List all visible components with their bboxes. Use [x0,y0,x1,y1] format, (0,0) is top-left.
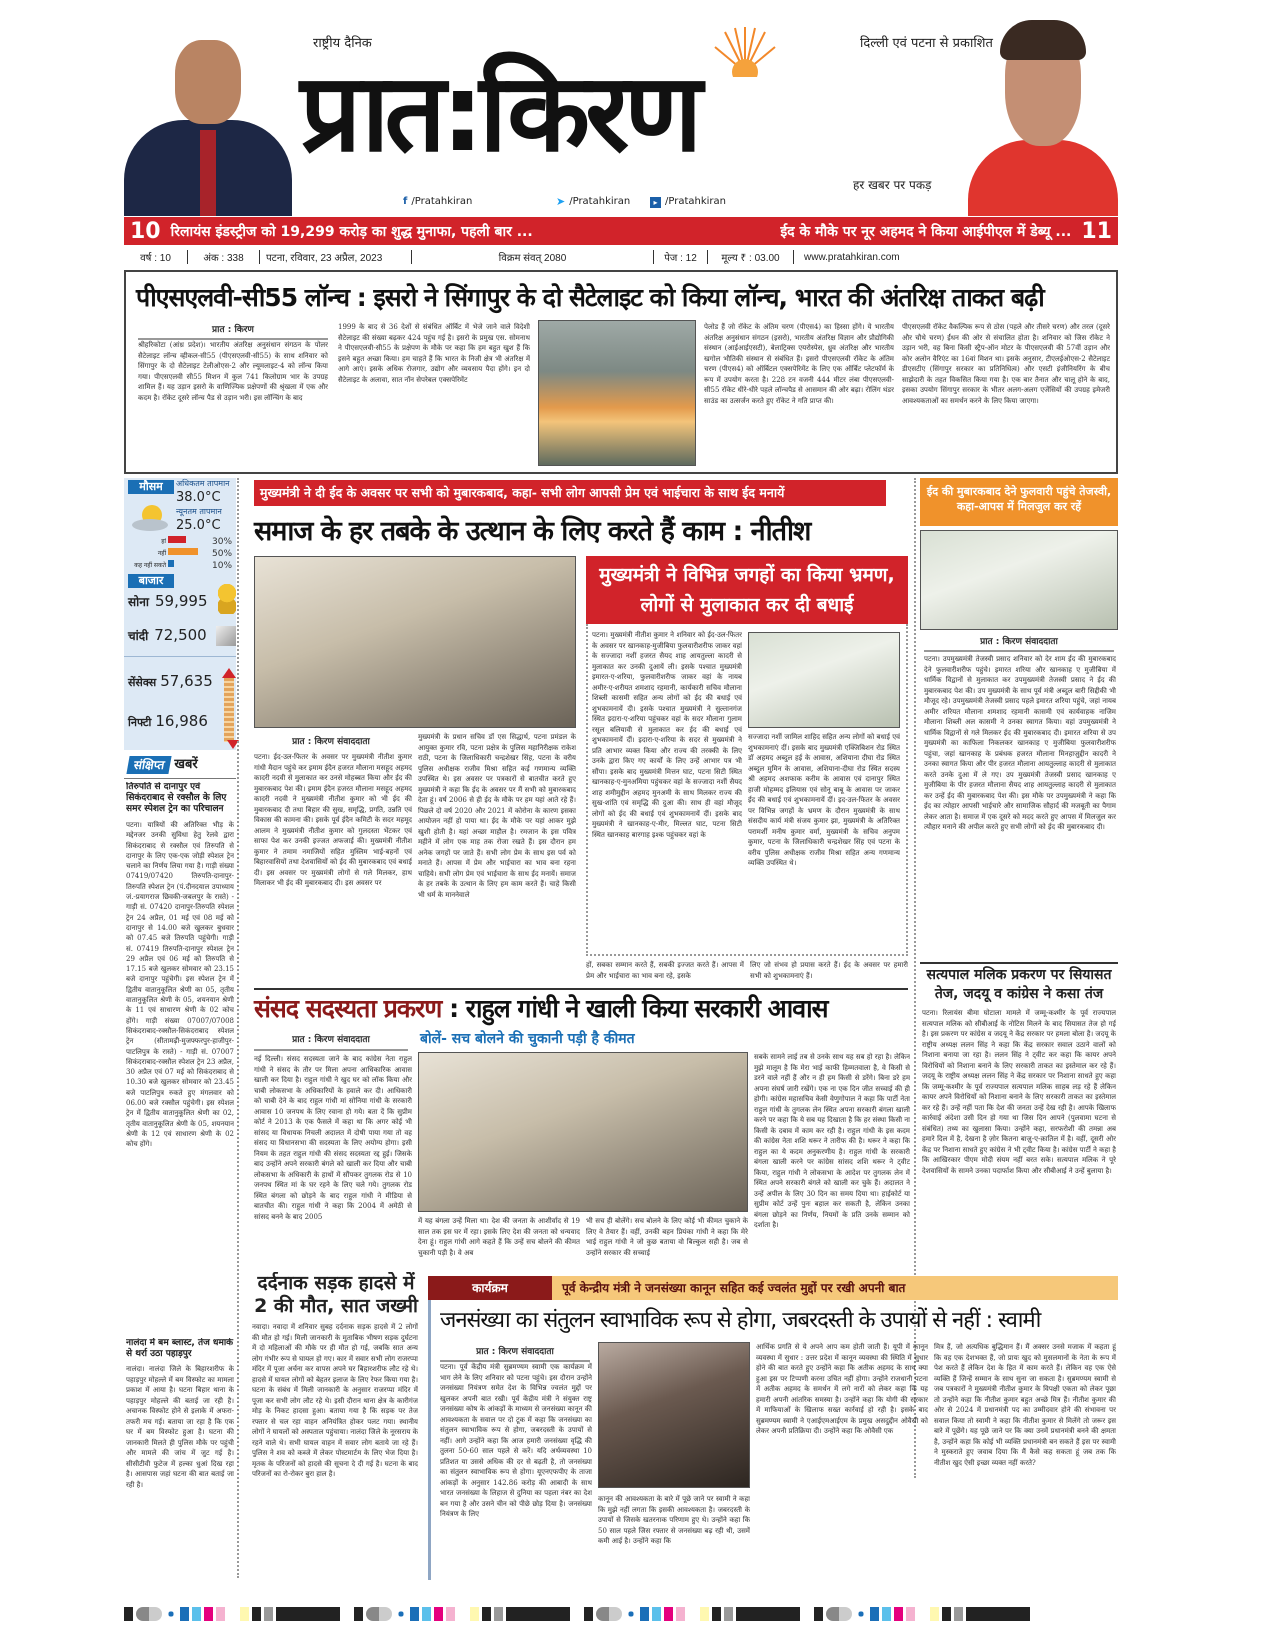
brief-divider [124,778,236,779]
registration-mark [192,1607,201,1621]
registration-mark [180,1607,189,1621]
tejashwi-byline: प्रात : किरण संवाददाता [924,634,1114,652]
brief-label-1: संक्षिप्त [126,756,172,774]
section-divider-1 [254,988,908,990]
ticker-right-page: 11 [1081,218,1112,244]
accident-headline: दर्दनाक सड़क हादसे में 2 की मौत, सात जख्मी [254,1272,418,1317]
eid-col3-tail: हों, सबका सम्मान करते हैं, सबकी इज्जत करते हैं। आपस में प्रेम और भाईचारा का भाव बना रहे, इसके [586,961,744,980]
eid-sub-col1: पटना। मुख्यमंत्री नीतीश कुमार ने शनिवार को ईद-उल-फितर के अवसर पर खानकाह-मुजीबिया फुलवारीशरीफ जाकर वहां के सज्जादा नशीं हजरत सैयद शाह आयतुल्ला कादरी से मुलाकात कर उनकी दुआयें ली। इसके पश्चात मुख्यमंत्री इमारत-ए-शरिया, फुलवारीशरीफ जाकर वहां के नायब अमीर-ए-शरीयत शमशाद रहमानी, कार्यकारी सचिव मौलाना शिब्ली कासमी सहित अन्य लोगों को ईद की बधाई एवं शुभकामनायें दी। इसके पश्चात मुख्यमंत्री ने सुल्तानगंज स्थित इदारा-ए-शरिया पहुंचकर वहां के सदर मौलाना गुलाम रसूल बलियावी से मुलाकात कर ईद की बधाई एवं शुभकामनायें दीं। इदारा-ए-शरिया के सदर से मुख्यमंत्री ने प्रति आभार व्यक्त किया और राज्य की तरक्की के लिए उनके द्वारा किए गए कार्यों के लिए उन्हें आभार पत्र भी सौंपा। इसके बाद मुख्यमंत्री मित्तन घाट, पटना सिटी स्थित खानकाह-ए-मुनअमिया पहुंचकर वहां के सज्जादा नशीं सैयद शाह शमीमुद्दीन अहमद मुनअमी के साथ मिलकर राज्य की सुख-शांति एवं समृद्धि की दुआ की। साथ ही वहां मौजूद लोगों को ईद की बधाई एवं शुभकामनायें दीं। इसके बाद मुख्यमंत्री ने खानकाह-ए-मीर, मिल्लत घाट, पटना सिटी स्थित खानकाह बारगाह इश्क पहुंचकर वहां के [592,631,742,839]
registration-mark [422,1607,431,1621]
isro-col1: श्रीहरिकोटा (आंध्र प्रदेश)। भारतीय अंतरिक्ष अनुसंधान संगठन के पोलर सैटेलाइट लॉन्च व्हीकल-सी55 (पीएसएलवी-सी55) के साथ शनिवार को सिंगापुर के दो सैटेलाइट टेलीओएस-2 और ल्यूमलाइट-4 को लॉन्च किया गया। पीएसएलवी सी55 मिशन में कुल 741 किलोग्राम भार के उपग्रह शामिल हैं। यह उड़ान इसरो के वाणिज्यिक प्रक्षेपणों की श्रृंखला में एक और कदम है। रॉकेट दूसरे लॉन्च पैड से उड़ान भरी। इस लॉन्चिंग के बाद [138,341,328,402]
rahul-byline: प्रात : किरण संवाददाता [254,1034,408,1051]
eid-headline: समाज के हर तबके के उत्थान के लिए करते हैं काम : नीतीश [254,516,811,547]
social-handle: /Pratahkiran [411,196,473,207]
rahul-subhead: बोलें- सच बोलने की चुकानी पड़ी है कीमत [420,1031,635,1047]
registration-mark [252,1607,261,1621]
poll-value: 30% [212,537,233,547]
registration-mark [894,1607,903,1621]
eid-sub-headline: मुख्यमंत्री ने विभिन्न जगहों का किया भ्रमण, लोगों से मुलाकात कर दी बधाई [586,556,908,624]
eid-main-photo [254,556,576,728]
poll-bar [168,560,174,567]
registration-mark [204,1607,213,1621]
brief1-body: पटना। यात्रियों की अतिरिक्त भीड़ के मद्देनजर उनकी सुविधा हेतु रेलवे द्वारा सिकंदराबाद से रक्सौल एवं तिरुपति से दानापुर के लिए एक-एक जोड़ी स्पेशल ट्रेन चलाने का निर्णय लिया गया है। गाड़ी संख्या 07419/07420 तिरुपति-दानापुर-तिरुपति स्पेशल ट्रेन (पं.दीनदयाल उपाध्याय जं.-प्रयागराज छिवकी-जबलपुर के रास्ते) - गाड़ी सं. 07420 दानापुर-तिरुपति स्पेशल ट्रेन 24 अप्रैल, 01 मई एवं 08 मई को दानापुर से 14.00 बजे खुलकर बुधवार को 07.45 बजे तिरुपति पहुंचेगी। गाड़ी सं. 07419 तिरुपति-दानापुर स्पेशल ट्रेन 29 अप्रैल एवं 06 मई को तिरुपति से 17.15 बजे खुलकर सोमवार को 23.15 बजे दानापुर पहुंचेगी। इस स्पेशल ट्रेन में द्वितीय वातानुकूलित श्रेणी का 05, तृतीय वातानुकूलित श्रेणी के 05, शयनयान श्रेणी के 11 एवं साधारण श्रेणी के 02 कोच होंगे। गाड़ी संख्या 07007/07008 सिकंदराबाद-रक्सौल-सिकंदराबाद स्पेशल ट्रेन (सीतामढ़ी-मुजफ्फरपुर-हाजीपुर-पाटलिपुत्र के रास्ते) - गाड़ी सं. 07007 सिकंदराबाद-रक्सौल स्पेशल ट्रेन 23 अप्रैल, 30 अप्रैल एवं 07 मई को सिकंदराबाद से 10.30 बजे खुलकर सोमवार को 23.45 बजे पाटलिपुत्र रुकते हुए मंगलवार को 06.00 बजे रक्सौल पहुंचेगी। इस स्पेशल ट्रेन में द्वितीय वातानुकूलित श्रेणी का 02, तृतीय वातानुकूलित श्रेणी के 05, शयनयान श्रेणी के 12 एवं साधारण श्रेणी के 02 कोच होंगे। [126,821,234,1149]
info-pages: पेज : 12 [654,250,708,264]
info-website[interactable]: www.pratahkiran.com [804,251,900,263]
arrow-up-icon [222,668,236,678]
masthead-tagline-right: दिल्ली एवं पटना से प्रकाशित [860,36,993,51]
rahul-headline-red: संसद सदस्यता प्रकरण [254,994,442,1023]
swamy-col4: मित्र हैं, जो अत्यधिक बुद्धिमान हैं। मैं अक्सर उनसे मजाक में कहता हूं कि वह एक देशभक्त हैं, जो प्रायः खुद को मुसलमानों के नेता के रूप में पेश करते हैं लेकिन देश के हित में काम करते हैं। लेकिन वह एक ऐसे व्यक्ति हैं जिन्हें सम्मान के साथ सुना जा सकता है। सुब्रमण्यम स्वामी से जब पत्रकारों ने मुख्यमंत्री नीतीश कुमार के विपक्षी एकता को लेकर पूछा तो उन्होंने कहा कि नीतीश कुमार बहुत अच्छे मित्र हैं। नीतीश कुमार की ओर से 2024 में प्रधानमंत्री पद का उम्मीदवार होने की संभावना पर सवाल किया तो स्वामी ने कहा कि नीतीश कुमार से मिलेंगे तो जरूर इस बारे में पूछेंगे। यह पूछे जाने पर कि क्या उनमें प्रधानमंत्री बनने की क्षमता है, उन्होंने कहा कि कोई भी व्यक्ति प्रधानमंत्री बन सकते हैं इस पर स्वामी ने मुस्कराते हुए जवाब दिया कि मैं कैसे कह सकता हूं जब तक कि नीतीश खुद ऐसी इच्छा व्यक्त नहीं करते? [934,1343,1116,1467]
registration-mark [216,1607,225,1621]
registration-mark [736,1607,800,1621]
masthead-photo-left-tie [200,130,216,216]
registration-mark [700,1607,709,1621]
market-nifty [128,712,208,732]
poll-bar [168,548,198,555]
tejashwi-banner: ईद की मुबारकबाद देने फुलवारी पहुंचे तेजस्वी, कहा-आपस में मिलजुल कर रहें [920,478,1118,526]
registration-mark [228,1607,237,1621]
swamy-col2-tail: कानून की आवश्यकता के बारे में पूछे जाने पर स्वामी ने कहा कि मुझे नहीं लगता कि इसकी आवश्यकता है। जबरदस्ती के उपायों से जिसके खतरनाक परिणाम हुए थे। उन्होंने कहा कि 50 साल पहले जिस रफ्तार से जनसंख्या बढ़ रही थी, उसमें कमी आई है। उन्होंने कहा कि [598,1495,750,1545]
registration-mark [366,1607,392,1621]
info-year: वर्ष : 10 [124,250,188,264]
registration-mark [870,1607,879,1621]
masthead-photo-right-shirt [968,140,1118,216]
rahul-photo [418,1052,748,1212]
registration-mark [136,1607,162,1621]
poll-row [124,536,236,548]
rahul-headline-black: : राहुल गांधी ने खाली किया सरकारी आवास [449,994,828,1023]
gold-coins-icon [218,584,236,614]
swamy-col3: आर्थिक प्रगति से ये अपने आप कम होती जाती हैं। यूपी में कानून व्यवस्था में सुधार : उत्तर प्रदेश में कानून व्यवस्था की स्थिति में सुधार होने की बात करते हुए उन्होंने कहा कि अतीक अहमद के साथ क्या हुआ इस पर टिप्पणी करना उचित नहीं होगा। उन्होंने राजधानी पटना में अतीक अहमद के समर्थन में लगे नारों को लेकर कहा कि यह हमारी अपनी आंतरिक समस्या है। उन्होंने कहा कि योगी की सरकार में माफियाओं के खिलाफ सख्त कार्रवाई हो रही है। इसके बाद सुब्रमण्यम स्वामी ने एआईएमआईएम के प्रमुख असदुद्दीन ओवैसी को लेकर अपनी प्रतिक्रिया दी। उन्होंने कहा कि ओवैसी एक [756,1343,928,1435]
satyapal-headline: सत्यपाल मलिक प्रकरण पर सियासत तेज, जदयू व कांग्रेस ने कसा तंज [926,967,1112,1002]
brief1-title: तिरुपति से दानापुर एवं सिकंदराबाद से रक्सौल के लिए समर स्पेशल ट्रेन का परिचालन [126,782,227,814]
masthead-photo-right-hair [1000,20,1086,60]
swamy-col1: पटना। पूर्व केंद्रीय मंत्री सुब्रमण्यम स्वामी एक कार्यक्रम में भाग लेने के लिए शनिवार को पटना पहुंचे। इस दौरान उन्होंने जनसंख्या नियंत्रण समेत देश के विभिन्न ज्वलंत मुद्दों पर खुलकर अपनी बात रखी। पूर्व केंद्रीय मंत्री ने संयुक्त राष्ट्र जनसंख्या कोष के आंकड़ों के माध्यम से जनसंख्या कानून की आवश्यकता के सवाल पर दो टूक में कहा कि जनसंख्या का संतुलन स्वाभाविक रूप से होगा, जबरदस्ती के उपायों से नहीं। आगे उन्होंने कहा कि आज हमारी जनसंख्या वृद्धि की तुलना 50-60 साल पहले से करें। यदि अर्थव्यवस्था 10 प्रतिशत या उससे अधिक की दर से बढ़ती है, तो जनसंख्या का संतुलन स्वाभाविक रूप से होगा। यूएनएफपीए के ताजा आंकड़ों के अनुसार 142.86 करोड़ की आबादी के साथ भारत जनसंख्या के लिहाज से दुनिया का पहला नंबर का देश बन गया है और उसने चीन को पीछे छोड़ दिया है। जनसंख्या नियंत्रण के लिए [440,1363,592,1518]
registration-mark [240,1607,249,1621]
registration-mark [966,1607,1030,1621]
min-temp-value: 25.0°C [176,518,221,533]
silver-bars-icon [216,626,236,646]
min-temp-label: न्यूनतम तापमान [176,507,222,516]
swamy-byline: प्रात : किरण संवाददाता [440,1344,590,1362]
poll-value: 50% [212,549,233,559]
registration-mark [446,1607,455,1621]
brief2-body: नालंदा। नालंदा जिले के बिहारशरीफ के पहाड़पुर मोहल्ले में बम विस्फोट का मामला प्रकाश में आया है। घटना बिहार थाना के पहाड़पुर मोहल्ले की बताई जा रही है। अचानक विस्फोट होने से इलाके में अफरा-तफरी मच गई। बताया जा रहा है कि एक घर में बम विस्फोट हुआ है। घटना की जानकारी मिलते ही पुलिस मौके पर पहुंची और मामले की जांच में जुट गई है। सीसीटीवी फुटेज में हल्का धुआं दिख रहा है। आसपास जहां घटना की बात बताई जा रही है। [126,1365,234,1489]
market-gold-value: 59,995 [155,592,208,610]
registration-mark [942,1607,951,1621]
registration-mark [918,1607,927,1621]
koo-icon: ▸ [650,197,661,208]
swamy-kicker: पूर्व केन्द्रीय मंत्री ने जनसंख्या कानून सहित कई ज्वलंत मुद्दों पर रखी अपनी बात [562,1281,906,1295]
registration-mark [458,1607,467,1621]
masthead-photo-left-face [175,40,241,124]
tejashwi-body: पटना। उपमुख्यमंत्री तेजस्वी प्रसाद शनिवार को देर शाम ईद की मुबारकबाद देने फुलवारीशरीफ पहुंचे। इमारत शरिया और खानकाह ए मुजीबिया में धार्मिक विद्वानों से मुलाकात कर उपमुख्यमंत्री तेजस्वी प्रसाद ने ईद की मुबारकबाद पेश की। उप मुख्यमंत्री के साथ पूर्व मंत्री अब्दुल बारी सिद्दीकी भी मौजूद रहे। उपमुख्यमंत्री तेजस्वी प्रसाद पहले इमारत शरिया पहुंचे, जहां नायब अमीर शरियत मौलाना शमशाद रहमानी कासमी एवं कार्यवाहक नाजिम मौलाना शिब्ली अल कासमी ने उनका स्वागत किया। वहां उपमुख्यमंत्री ने धार्मिक विद्वानों से गले मिलकर ईद की मुबारकबाद दी। इमारत शरिया से उप मुख्यमंत्री का काफिला निकलकर खानकाह ए मुजीबिया फुलवारीशरीफ पहुंचा, जहां खानकाह के प्रबंधक हजरत मौलाना मिनहाजुद्दीन कादरी ने उनका स्वागत किया और पीर हजरत मौलाना आयतुल्लाह कादरी से मुलाकात करते उनके दुआ में ले गए। उप मुख्यमंत्री तेजस्वी प्रसाद खानकाह ए मुजीबिया के पीर हजरत मौलाना सैयद शाह आयतुल्लाह कादरी से मुलाकात कर उन्हें ईद की मुबारकबाद पेश की। इस मौके पर उपमुख्यमंत्री ने कहा कि ईद का त्योहार आपसी भाईचारे और सामाजिक सौहार्द की मजबूती का पैगाम लेकर आता है। समाज में एक दूसरे को मदद करते हुए आपस में मिलजुल कर त्यौहार मनाने की अपील करते हुए सभी लोगों को ईद की मुबारकबाद दी। [924,655,1116,831]
sidebar-divider [237,478,239,1578]
eid-prayer-photo [748,632,900,728]
market-sensex-name: सेंसेक्स [128,676,157,689]
swamy-photo [598,1342,750,1488]
brief-label [128,756,198,774]
isro-headline: पीएसएलवी-सी55 लॉन्च : इसरो ने सिंगापुर के दो सैटेलाइट को किया लॉन्च, भारत की अंतरिक्ष ताकत बढ़ी [136,283,1044,312]
info-place-date: पटना, रविवार, 23 अप्रैल, 2023 [260,250,412,264]
registration-mark [688,1607,697,1621]
max-temp-label: अधिकतम तापमान [176,479,230,488]
social-twitter[interactable] [556,196,630,208]
info-samvat: विक्रम संवत् 2080 [412,250,654,264]
poll-row [124,548,236,560]
registration-mark [676,1607,685,1621]
registration-mark [856,1607,866,1621]
satyapal-body: पटना। रिलायंस बीमा घोटाला मामले में जम्मू-कश्मीर के पूर्व राज्यपाल सत्यपाल मलिक को सीबीआई के नोटिस मिलने के बाद सियासत तेज हो गई है। इस प्रकरण पर कांग्रेस व जदयू ने केंद्र सरकार पर हमला बोला है। जदयू के राष्ट्रीय अध्यक्ष ललन सिंह ने कहा कि केंद्र सरकार सवाल उठाने वालों को निशाना बनाया जा रहा है। ललन सिंह ने ट्वीट कर कहा कि कायर अपने विरोधियों को निशाना बनाने के लिए सरकारी ताकत का इस्तेमाल कर रहे हैं। जदयू के राष्ट्रीय अध्यक्ष ललन सिंह ने केंद्र सरकार पर निशाना साधते हुए कहा कि जम्मू-कश्मीर के पूर्व राज्यपाल सत्यपाल मलिक साहब लड़ रहे हैं लेकिन कायर अपने विरोधियों को निशाना बनाने के लिए सरकारी ताकत का इस्तेमाल कर रहे हैं। उन्हें नहीं पता कि देश की जनता उन्हें देख रही है। आपके खिलाफ कार्रवाई अंदेशा उसी दिन हो गया था जिस दिन आपने (पुलवामा घटना से संबंधित) तथ्य का खुलासा किया। उन्होंने कहा, सरफरोशी की तमन्ना अब हमारे दिल में है, देखना है ज़ोर कितना बाज़ु-ए-क़ातिल में है। वहीं, दूसरी ओर केंद्र पर निशाना साधते हुए कांग्रेस ने भी ट्वीट किया है। कांग्रेस पार्टी ने कहा है कि आखिरकार पीएम मोदी संयम नहीं बरत सके। सत्यपाल मलिक ने पूरे देशवासियों के सामने उनका पदार्फाश किया और सीबीआई ने उन्हें बुलाया है। [922,1009,1116,1175]
market-label: बाजार [128,574,174,588]
market-gold-name: सोना [128,595,149,609]
poll-bar [168,536,186,543]
ticker-left-page: 10 [130,218,161,244]
registration-mark [930,1607,939,1621]
registration-mark [494,1607,503,1621]
poll-chart [124,536,236,572]
masthead-title: प्रात:किरण [300,51,698,176]
isro-col2: 1999 के बाद से 36 देशों से संबंधित ऑर्बिट में भेजे जाने वाले विदेशी सैटेलाइट की संख्या बढ़कर 424 पहुंच गई है। इसरो के प्रमुख एस. सोमनाथ ने पीएसएलवी-सी55 के प्रक्षेपण के मौके पर कहा कि हम बहुत खुश हैं कि इसने बहुत अच्छा किया। हम चाहते हैं कि भारत के निजी क्षेत्र भी अंतरिक्ष में आगे आएं। इसके अधिक रोजगार, उद्योग और व्यवसाय पैदा होंगे। इन दो सैटेलाइट के अलावा, सात नॉन सेपरेबल एक्सपेरिमेंट [338,323,530,384]
registration-mark [954,1607,963,1621]
registration-mark [470,1607,479,1621]
market-gold [128,592,208,611]
rahul-col4: सबके सामने लाई तब से उनके साथ यह सब हो रहा है। लेकिन मुझे मालूम है कि मेरा भाई काफी हिम्मतवाला है, वे किसी से डरने वाले नहीं हैं और न ही हम किसी से डरेंगे। बिना डरे हम अपना संघर्ष जारी रखेंगे। एक ना एक दिन जीत सच्चाई की ही होगी। कांग्रेस महासचिव केसी वेणुगोपाल ने कहा कि पार्टी नेता राहुल गांधी के तुगलक लेन स्थित अपना सरकारी बंगला खाली करने पर कहा कि ये सब यह दिखाता है कि हर संस्था किसी ना किसी के दबाव में काम कर रही है। राहुल गांधी के इस कदम की कांग्रेस नेता शशि थरूर ने तारीफ की है। थरूर ने कहा कि राहुल का ये कदम अनुकरणीय है। राहुल गांधी के सरकारी बंगला खाली करने पर कांग्रेस सांसद शशि थरूर ने ट्वीट किया, राहुल गांधी ने लोकसभा के आदेश पर तुगलक लेन में स्थित अपने सरकारी बंगले को खाली कर चुके हैं। अदालत ने उन्हें अपील के लिए 30 दिन का समय दिया था। हाईकोर्ट या सुप्रीम कोर्ट उन्हें पुनः बहाल कर सकती है, लेकिन उनका बंगला छोड़ने का निर्णय, नियमों के प्रति उनके सम्मान को दर्शाता है। [754,1053,910,1229]
swamy-headline: जनसंख्या का संतुलन स्वाभाविक रूप से होगा, जबरदस्ती के उपायों से नहीं : स्वामी [440,1308,1041,1333]
registration-mark [664,1607,673,1621]
social-facebook[interactable] [403,196,472,208]
isro-launch-photo [538,320,696,466]
ticker-right-link[interactable]: ईद के मौके पर नूर अहमद ने किया आईपीएल में डेब्यू ... [780,223,1072,240]
market-silver-name: चांदी [128,629,149,643]
registration-mark [724,1607,733,1621]
market-silver [128,626,207,645]
sun-logo-icon [710,22,780,77]
eid-col1: पटना। ईद-उल-फितर के अवसर पर मुख्यमंत्री नीतीश कुमार गांधी मैदान पहुंचे कर इमाम ईदैन हजरत मौलाना मसहूद अहमद कादरी नदवी से मुलाकात कर उनसे मोहब्बत किया और ईद की मुबारकबाद पेश की। इमाम ईदैन हजरत मौलाना मसहूद अहमद कादरी नदवी ने मुख्यमंत्री नीतीश कुमार को भी ईद की मुबारकबाद दी तथा बिहार की सुख, समृद्धि, प्रगति, उन्नति एवं विकास की कामना की। इसके पूर्व ईदैन कमिटी के सदर महमूद आलम ने मुख्यमंत्री नीतीश कुमार को गुलदस्ता भेंटकर एवं साफा पेश कर उनकी इज्जत अफजाई की। मुख्यमंत्री नीतीश कुमार ने तमाम नमाजियों सहित मुस्लिम भाई-बहनों एवं बिहारवासियों तथा देशवासियों को ईद की मुबारकबाद एवं बधाई दी। इस अवसर पर मुख्यमंत्री लोगों से गले मिलकर, हाथ मिलाकर भी ईद की मुबारकबाद दी। इस अवसर पर [254,753,412,887]
rahul-col3-tail: भी सच ही बोलेंगे। सच बोलने के लिए कोई भी कीमत चुकाने के लिए वे तैयार हैं। वहीं, उनकी बहन प्रियंका गांधी ने कहा कि मेरे भाई राहुल गांधी ने जो कुछ बताया वो बिल्कुल सही है। जब से उन्होंने सरकार की सच्चाई [586,1217,748,1257]
market-nifty-name: निफ्टी [128,716,152,729]
weather-sun-cloud-icon [130,502,172,532]
poll-label: नहीं [157,550,166,557]
poll-label: कह नहीं सकते [134,562,166,569]
tejashwi-photo [920,530,1118,630]
brief2-title: नालंदा में बम ब्लास्ट, तेज धमाके से थर्रा उठा पहाड़पुर [126,1338,234,1359]
registration-mark [396,1607,406,1621]
ticker-bar [124,217,1118,245]
rahul-headline [254,994,828,1024]
isro-col4: पीएसएलवी रॉकेट वैकल्पिक रूप से ठोस (पहले और तीसरे चरण) और तरल (दूसरे और चौथे चरण) ईंधन की ओर से संचालित होता है। शनिवार को जिस रॉकेट ने उड़ान भरी, वह बिना किसी स्ट्रैप-ऑन मोटर के पीएसएलवी की 57वीं उड़ान और कोर अलोन वैरिएंट का 16वां मिशन था। इसके अनुसार, टीएलईओएस-2 सैटेलाइट डीएसटीए (सिंगापुर सरकार का प्रतिनिधित्व) और एसटी इंजीनियरिंग के बीच साझेदारी के तहत विकसित किया गया है। एक बार तैनात और चालू होने के बाद, इसका उपयोग सिंगापुर सरकार के भीतर अलग-अलग एजेंसियों की उपग्रह इमेजरी आवश्यकताओं का समर्थन करने के लिए किया जाएगा। [902,323,1110,405]
registration-mark [882,1607,891,1621]
info-bar [124,249,1118,265]
poll-label: हां [161,538,166,545]
info-price: मूल्य ₹ : 03.00 [708,250,794,264]
registration-mark [826,1607,852,1621]
swamy-tag: कार्यक्रम [428,1276,552,1300]
registration-mark [506,1607,570,1621]
weather-label: मौसम [128,480,174,494]
registration-mark [626,1607,636,1621]
registration-mark [434,1607,443,1621]
section-divider-2 [920,962,1118,964]
info-issue: अंक : 338 [188,250,260,264]
registration-mark [482,1607,491,1621]
registration-mark [906,1607,915,1621]
registration-mark [166,1607,176,1621]
eid-col2: मुख्यमंत्री के प्रधान सचिव डॉ एस सिद्धार्थ, पटना प्रमंडल के आयुक्त कुमार रवि, पटना प्रक्षेत्र के पुलिस महानिरीक्षक राकेश राठी, पटना के जिलाधिकारी चन्द्रशेखर सिंह, पटना के वरीय पुलिस अधीक्षक राजीव मिश्रा सहित कई गणमान्य व्यक्ति उपस्थित थे। इस अवसर पर पत्रकारों से बातचीत करते हुए मुख्यमंत्री ने कहा कि ईद के अवसर पर मैं सभी को मुबारकबाद देता हूं। वर्ष 2006 से ही ईद के मौके पर हम यहां आते रहे हैं। पिछले दो वर्ष 2020 और 2021 में कोरोना के कारण इसका आयोजन नहीं हो पाया था। ईद के मौके पर यहां आकर मुझे खुशी होती है। यहां अच्छा माहौल है। रमजान के इस पवित्र महीने में लोग एक माह तक रोजा रखते हैं। इस दौरान हम अनेक जगहों पर जाते हैं। सभी लोग प्रेम के साथ इस पर्व को मनाते हैं। आपस में प्रेम और भाईचारा का भाव बना रहना चाहिये। सभी लोग प्रेम एवं भाईचारा के साथ ईद मनायें। समाज के हर तबके के उत्थान के लिए हम काम करते हैं। चाहे किसी भी धर्म के माननेवाले [418,733,576,899]
rahul-col2-tail: में यह बंगला उन्हें मिला था। देश की जनता के आशीर्वाद से 19 साल तक इस घर में रहा। इसके लिए देश की जनता को धन्यवाद देना हूं। राहुल गांधी आगे कहते हैं कि उन्हें सच बोलने की कीमत चुकानी पड़ी है। वे अब [418,1217,580,1257]
brief-label-2: खबरें [174,757,198,772]
registration-mark [712,1607,721,1621]
eid-col4-tail: लिए जो संभव हो प्रयास करते हैं। ईद के अवसर पर हमारी सभी को शुभकामनाएं हैं। [750,961,908,980]
registration-mark [640,1607,649,1621]
social-koo[interactable] [650,196,726,208]
registration-mark [652,1607,661,1621]
masthead-slogan: हर खबर पर पकड़ [853,178,932,192]
ticker-left-link[interactable]: रिलायंस इंडस्ट्रीज को 19,299 करोड़ का शुद्ध मुनाफा, पहली बार ... [170,223,533,240]
registration-mark [814,1607,823,1621]
registration-mark [596,1607,622,1621]
social-handle: /Pratahkiran [569,196,631,207]
accident-body: नवादा। नवादा में शनिवार सुबह दर्दनाक सड़क हादसे में 2 लोगों की मौत हो गई। मिली जानकारी के मुताबिक भीषण सड़क दुर्घटना में दो महिलाओं की मौके पर ही मौत हो गई, जबकि सात अन्य लोग गंभीर रूप से घायल हो गए। कार में सवार सभी लोग राजरप्पा मंदिर में पूजा अर्चना कर वापस अपने घर बिहारशरीफ लौट रहे थे। हादसे में घायल लोगों को बेहतर इलाज के लिए रेफर किया गया है। घटना के संबंध में मिली जानकारी के अनुसार राजरप्पा मंदिर में पूजा कर सभी लोग लौट रहे थे। इसी दौरान थाना क्षेत्र के कारीगंज मोड़ के निकट हादसा हुआ। बताया गया है कि सड़क पर तेज रफ्तार से चल रहा वाहन अनियंत्रित होकर पलट गया। स्थानीय लोगों ने घायलों को अस्पताल पहुंचाया। नालंदा जिले के नूरसराय के रहने वाले थे। सभी घायल वाहन में सवार लोग बताये जा रहे हैं। पुलिस ने शव को कब्जे में लेकर पोस्टमार्टम के लिए भेज दिया है। मृतक के परिजनों को हादसे की सूचना दे दी गई है। घटना के बाद परिजनों का रो-रोकर बुरा हाल है। [252,1323,418,1478]
market-nifty-value: 16,986 [155,712,208,730]
swamy-left-rule [428,1300,431,1580]
poll-row [124,560,236,572]
facebook-icon: f [403,196,408,207]
isro-byline: प्रात : किरण [138,322,328,340]
print-color-marks [124,1604,1124,1624]
twitter-icon: ➤ [556,195,566,208]
registration-mark [124,1607,133,1621]
registration-mark [354,1607,363,1621]
registration-mark [584,1607,593,1621]
eid-byline: प्रात : किरण संवाददाता [292,737,370,747]
eid-banner: मुख्यमंत्री ने दी ईद के अवसर पर सभी को मुबारकबाद, कहा- सभी लोग आपसी प्रेम एवं भाईचारा के साथ ईद मनायें [254,480,886,506]
market-silver-value: 72,500 [154,626,207,644]
rahul-col1: नई दिल्ली। संसद सदस्यता जाने के बाद कांग्रेस नेता राहुल गांधी ने संसद के तौर पर मिला अपना आधिकारिक आवास खाली कर दिया है। राहुल गांधी ने खुद घर को लॉक किया और चाबी लोकसभा के अधिकारियों के हवाले कर दी। आधिकारी को चाबी देने के बाद राहुल गांधी मां सोनिया गांधी के सरकारी आवास 10 जनपथ के लिए रवाना हो गये। बता दें कि सुप्रीम कोर्ट ने 2013 के एक फैसले में कहा था कि अगर कोई भी सांसद या विधायक निचली अदालत में दोषी पाया गया तो वह संसद या विधानसभा की सदस्यता के लिए अयोग्य होगा। इसी नियम के तहत राहुल गांधी की संसद सदस्यता रद्द हुई। जिसके बाद उन्होंने अपने सरकारी बंगले को खाली कर दिया और चाबी लोकसभा के अधिकारी के हाथों में सौंपकर तुगलक रोड से 10 जनपथ स्थित मां के घर रहने के लिए चले गये। तुगलक रोड स्थित बंगला को छोड़ने के बाद राहुल गांधी ने मीडिया से बातचीत की। राहुल गांधी ने कहा कि 2004 में अमेठी से सांसद बनने के बाद 2005 [254,1055,412,1221]
poll-value: 10% [212,561,233,571]
registration-mark [276,1607,340,1621]
market-sensex [128,672,213,692]
social-handle: /Pratahkiran [665,196,726,207]
market-divider [124,656,236,657]
isro-col3: पेलोड हैं जो रॉकेट के अंतिम चरण (पीएस4) का हिस्सा होंगे। ये भारतीय अंतरिक्ष अनुसंधान संगठन (इसरो), भारतीय अंतरिक्ष विज्ञान और प्रौद्योगिकी संस्थान (आईआईएसटी), बेलाट्रिक्स एयरोस्पेस, ध्रुव अंतरिक्ष और भारतीय खगोल भौतिकी संस्थान से संबंधित हैं। इसरो पीएसएलवी रॉकेट के अंतिम चरण (पीएस4) को ऑर्बिटल एक्सपेरिमेंट के लिए एक ऑर्बिट प्लेटफॉर्म के रूप में उपयोग करता है। 228 टन वजनी 444 मीटर लंबा पीएसएलवी-सी55 रॉकेट धीरे-धीरे पहले लॉन्चपैड से आसमान की ओर बढ़ा। रोलिंग थंडर साउंड का उत्सर्जन करते हुए रॉकेट ने गति प्राप्त की। [704,323,894,405]
masthead-tagline-left: राष्ट्रीय दैनिक [313,36,372,51]
coin-stack-icon [224,678,234,742]
eid-sub-col2: सज्जादा नशीं जामिल शाहिद सहित अन्य लोगों को बधाई एवं शुभकामनाएं दीं। इसके बाद मुख्यमंत्री एक्जिबिशन रोड स्थित डॉ अहमद अब्दुल हई के आवास, अशियाना दीघा रोड स्थित अब्दुल मुमिन के आवास, अशियाना-दीघा रोड स्थित सदस्य श्री अहमद अशफाक करीम के आवास एवं दानापुर स्थित हाजी मोहम्मद इलियास एवं सोनू बाबू के आवास पर जाकर ईद की बधाई एवं शुभकामनायें दीं। इद-उल-फितर के अवसर पर विभिन्न जगहों के भ्रमण के दौरान मुख्यमंत्री के साथ संसदीय कार्य मंत्री संजय कुमार झा, मुख्यमंत्री के अतिरिक्त परामर्शी मनीष कुमार वर्मा, मुख्यमंत्री के सचिव अनुपम कुमार, पटना के जिलाधिकारी चन्द्रशेखर सिंह एवं पटना के वरीय पुलिस अधीक्षक राजीव मिश्रा सहित अन्य गणमान्य व्यक्ति उपस्थित थे। [748,733,900,867]
market-sensex-value: 57,635 [160,672,213,690]
max-temp-value: 38.0°C [176,490,221,505]
registration-mark [410,1607,419,1621]
registration-mark [264,1607,273,1621]
